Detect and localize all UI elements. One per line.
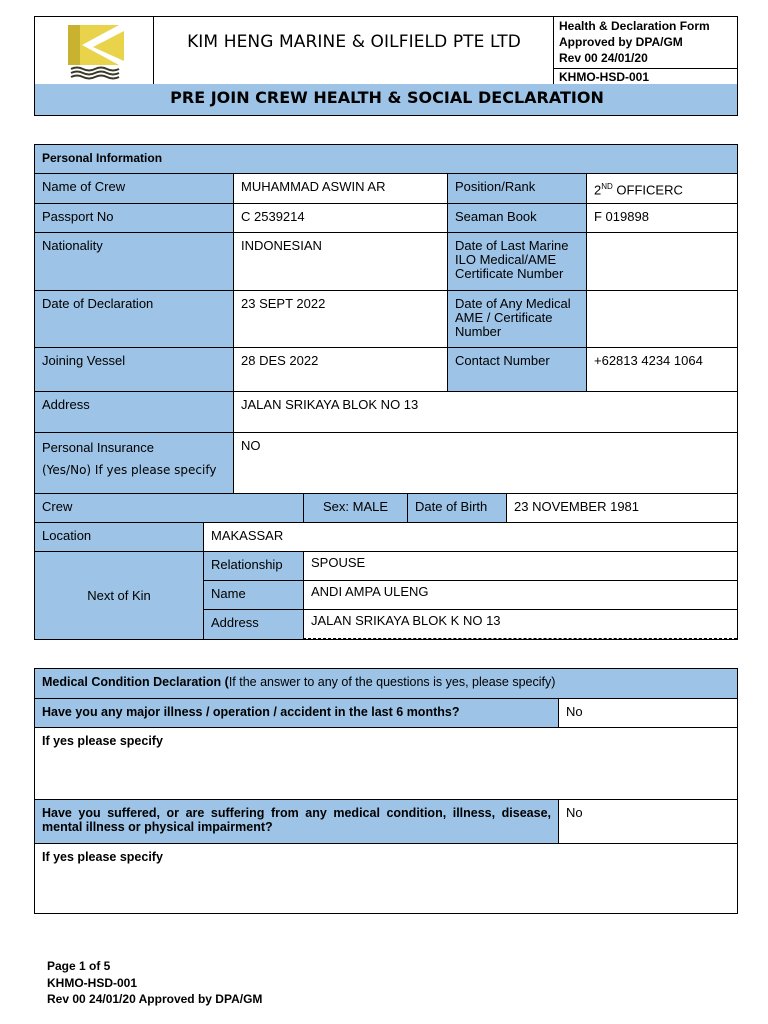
medical-heading-bold: Medical Condition Declaration ( xyxy=(42,675,229,689)
nationality-value: INDONESIAN xyxy=(233,232,447,290)
company-logo xyxy=(35,17,154,84)
position-value-prefix: 2 xyxy=(594,182,602,198)
question-1-specify-area xyxy=(35,727,737,799)
kin-relationship-value: SPOUSE xyxy=(303,551,737,580)
ilo-certificate-value xyxy=(586,232,737,290)
passport-label: Passport No xyxy=(35,203,233,232)
location-value: MAKASSAR xyxy=(203,522,737,551)
form-code: KHMO-HSD-001 xyxy=(553,68,738,85)
company-name: KIM HENG MARINE & OILFIELD PTE LTD xyxy=(187,32,521,52)
crew-label: Crew xyxy=(35,493,303,522)
kin-relationship-label: Relationship xyxy=(203,551,303,580)
seaman-book-value: F 019898 xyxy=(586,203,737,232)
personal-information-table xyxy=(34,144,738,640)
date-of-birth-label: Date of Birth xyxy=(407,493,506,522)
kin-address-value: JALAN SRIKAYA BLOK K NO 13 xyxy=(303,609,737,639)
crew-name-label: Name of Crew xyxy=(35,173,233,203)
position-label: Position/Rank xyxy=(447,173,586,203)
contact-number-value: +62813 4234 1064 xyxy=(586,347,737,391)
position-value-suffix: OFFICERC xyxy=(612,182,683,198)
declaration-date-value: 23 SEPT 2022 xyxy=(233,290,447,347)
medical-declaration-heading xyxy=(35,669,737,698)
contact-number-label: Contact Number xyxy=(447,347,586,391)
document-title-band xyxy=(34,84,738,116)
insurance-label-line-2: (Yes/No) If yes please specify xyxy=(42,463,217,477)
form-info-box xyxy=(553,17,738,68)
address-label: Address xyxy=(35,391,233,432)
joining-vessel-label: Joining Vessel xyxy=(35,347,233,391)
position-value-superscript: ND xyxy=(601,182,613,191)
date-of-birth-value: 23 NOVEMBER 1981 xyxy=(506,493,737,522)
footer-form-code: KHMO-HSD-001 xyxy=(47,975,138,990)
form-info-line-3: Rev 00 24/01/20 xyxy=(559,51,648,65)
nationality-label: Nationality xyxy=(35,232,233,290)
next-of-kin-label: Next of Kin xyxy=(35,551,203,639)
page-footer xyxy=(47,958,447,1008)
sex-field: Sex: MALE xyxy=(303,493,407,522)
document-title: PRE JOIN CREW HEALTH & SOCIAL DECLARATION xyxy=(170,88,604,107)
ilo-certificate-label: Date of Last Marine ILO Medical/AME Certificate Number xyxy=(447,232,586,290)
form-info-line-2: Approved by DPA/GM xyxy=(559,35,683,49)
question-2-specify-label: If yes please specify xyxy=(42,850,163,864)
kin-address-label: Address xyxy=(203,609,303,639)
address-value: JALAN SRIKAYA BLOK NO 13 xyxy=(233,391,737,432)
document-header xyxy=(34,16,738,85)
declaration-date-label: Date of Declaration xyxy=(35,290,233,347)
ame-certificate-value xyxy=(586,290,737,347)
location-label: Location xyxy=(35,522,203,551)
question-2-answer: No xyxy=(558,799,737,843)
footer-revision: Rev 00 24/01/20 Approved by DPA/GM xyxy=(47,992,263,1006)
question-2-specify-area xyxy=(35,843,737,913)
passport-value: C 2539214 xyxy=(233,203,447,232)
seaman-book-label: Seaman Book xyxy=(447,203,586,232)
question-1-label: Have you any major illness / operation / accident in the last 6 months? xyxy=(35,698,558,727)
insurance-label-line-1: Personal Insurance xyxy=(42,440,155,455)
medical-condition-table xyxy=(34,668,738,914)
question-1-specify-label: If yes please specify xyxy=(42,734,163,748)
kin-name-value: ANDI AMPA ULENG xyxy=(303,580,737,609)
position-value xyxy=(586,173,737,203)
insurance-value: NO xyxy=(233,432,737,493)
question-2-label: Have you suffered, or are suffering from any medical condition, illness, disease, mental illness or physical impairment? xyxy=(35,799,558,843)
ame-certificate-label: Date of Any Medical AME / Certificate Number xyxy=(447,290,586,347)
crew-name-value: MUHAMMAD ASWIN AR xyxy=(233,173,447,203)
medical-heading-rest: If the answer to any of the questions is yes, please specify) xyxy=(228,675,556,689)
insurance-label xyxy=(35,432,233,493)
kin-name-label: Name xyxy=(203,580,303,609)
footer-page-number: Page 1 of 5 xyxy=(47,959,111,973)
form-info-line-1: Health & Declaration Form xyxy=(559,19,710,33)
personal-information-heading: Personal Information xyxy=(35,145,737,173)
joining-vessel-value: 28 DES 2022 xyxy=(233,347,447,391)
question-1-answer: No xyxy=(558,698,737,727)
